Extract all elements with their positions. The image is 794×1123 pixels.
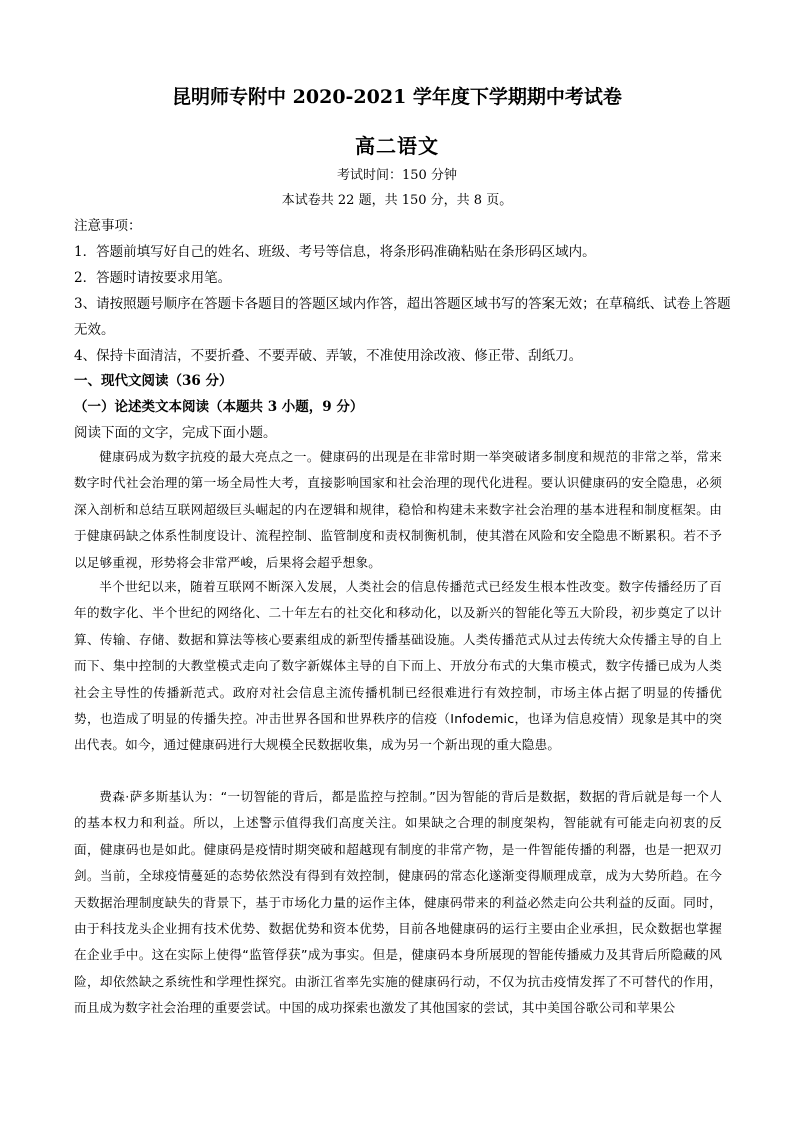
- notes-heading: 注意事项：: [74, 218, 142, 234]
- subject-title: 高二语文: [355, 134, 439, 158]
- passage-paragraph-2: 半个世纪以来，随着互联网不断深入发展，人类社会的信息传播范式已经发生根本性改变。数字传播经历了百年的数字化、半个世纪的网络化、二十年左右的社交化和移动化，以及新兴的智能化等五大阶段，初步奠定了以计算、传输、存储、数据和算法等核心要素组成的新型传播基础设施。人类传播范式从过去传统大众传播主导的自上而下、集中控制的大教堂模式走向了数字新媒体主导的自下而上、开放分布式的大集市模式，数字传播已成为人类社会主导性的传播新范式。政府对社会信息主流传播机制已经很难进行有效控制，市场主体占据了明显的传播优势，也造成了明显的传播失控。冲击世界各国和世界秩序的信疫（Infodemic，也译为信息疫情）现象是其中的突出代表。如今，通过健康码进行大规模全民数据收集，成为另一个新出现的重大隐患。: [74, 579, 722, 753]
- exam-title: 昆明师专附中 2020-2021 学年度下学期期中考试卷: [172, 86, 622, 108]
- section-instruction: 阅读下面的文字，完成下面小题。: [74, 425, 277, 441]
- passage-paragraph-3: 费森·萨多斯基认为：“一切智能的背后，都是监控与控制。”因为智能的背后是数据，数据的背后就是每一个人的基本权力和利益。所以，上述警示值得我们高度关注。如果缺之合理的制度架构，智能就有可能走向初衷的反面，健康码也是如此。健康码是疫情时期突破和超越现有制度的非常产物，是一件智能传播的利器，也是一把双刃剑。当前，全球疫情蔓延的态势依然没有得到有效控制，健康码的常态化遂渐变得顺理成章，成为大势所趋。在今天数据治理制度缺失的背景下，基于市场化力量的运作主体，健康码带来的利益必然走向公共利益的反面。同时，由于科技龙头企业拥有技术优势、数据优势和资本优势，目前各地健康码的运行主要由企业承担，民众数据也掌握在企业手中。这在实际上使得“监管俘获”成为事实。但是，健康码本身所展现的智能传播威力及其背后所隐藏的风险，却依然缺之系统性和学理性探究。由浙江省率先实施的健康码行动，不仅为抗击疫情发挥了不可替代的作用，而且成为数字社会治理的重要尝试。中国的成功探索也激发了其他国家的尝试，其中美国谷歌公司和苹果公: [74, 789, 722, 1016]
- section-heading: 一、现代文阅读（36 分）: [74, 373, 233, 389]
- exam-summary: 本试卷共 22 题，共 150 分，共 8 页。: [281, 193, 513, 208]
- note-item-1: 1．答题前填写好自己的姓名、班级、考号等信息，将条形码准确粘贴在条形码区域内。: [74, 244, 596, 260]
- note-item-4: 4、保持卡面清洁，不要折叠、不要弄破、弄皱，不准使用涂改液、修正带、刮纸刀。: [74, 348, 583, 364]
- note-item-2: 2．答题时请按要求用笔。: [74, 270, 232, 286]
- section-subheading: （一）论述类文本阅读（本题共 3 小题，9 分）: [74, 399, 364, 415]
- passage-paragraph-1: 健康码成为数字抗疫的最大亮点之一。健康码的出现是在非常时期一举突破诸多制度和规范的非常之举，常来数字时代社会治理的第一场全局性大考，直接影响国家和社会治理的现代化进程。要认识健康码的安全隐患，必须深入剖析和总结互联网超级巨头崛起的内在逻辑和规律，稳恰和构建未来数字社会治理的基本进程和制度框架。由于健康码缺之体系性制度设计、流程控制、监管制度和责权制衡机制，使其潜在风险和安全隐患不断累积。若不予以足够重视，形势将会非常严峻，后果将会超乎想象。: [74, 449, 722, 570]
- note-item-3: 3、请按照题号顺序在答题卡各题目的答题区域内作答，超出答题区域书写的答案无效；在草稿纸、试卷上答题无效。: [74, 296, 731, 338]
- exam-time: 考试时间：150 分钟: [337, 168, 457, 183]
